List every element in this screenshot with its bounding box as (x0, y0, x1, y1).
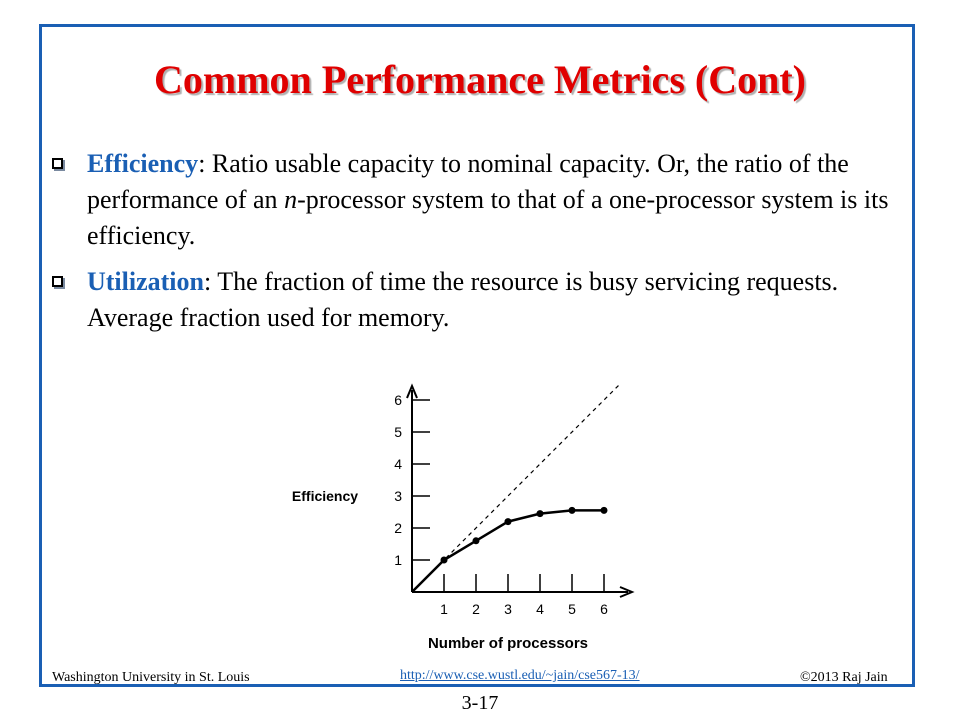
x-tick-label: 4 (536, 601, 544, 617)
checkbox-bullet-icon (52, 158, 63, 169)
x-axis-label: Number of processors (427, 635, 589, 652)
bullet-list (52, 146, 902, 346)
x-tick-label: 2 (472, 601, 480, 617)
efficiency-text-1: : Ratio usable capacity to nominal capacity. Or, the ratio of the performance of an (87, 149, 849, 214)
slide-title: Common Performance Metrics (Cont) (154, 57, 806, 102)
term-efficiency: Efficiency (87, 149, 199, 178)
term-utilization: Utilization (87, 267, 204, 296)
y-tick-label: 6 (394, 392, 402, 408)
data-point (473, 537, 480, 544)
efficiency-italic-n: n (284, 185, 298, 214)
bullet-efficiency (52, 146, 902, 254)
page-number: 3-17 (461, 692, 499, 714)
data-point (505, 518, 512, 525)
y-axis-label: Efficiency (291, 488, 359, 504)
bullet-utilization (52, 264, 902, 336)
x-tick-label: 3 (504, 601, 512, 617)
utilization-text: : The fraction of time the resource is busy servicing requests. Average fraction used for memory. (87, 267, 839, 332)
data-point (601, 507, 608, 514)
footer-link[interactable]: http://www.cse.wustl.edu/~jain/cse567-13/ (400, 668, 640, 683)
y-tick-label: 4 (394, 456, 402, 472)
footer-institution: Washington University in St. Louis (52, 670, 250, 685)
x-tick-label: 5 (568, 601, 576, 617)
y-tick-label: 3 (394, 488, 402, 504)
data-point (569, 507, 576, 514)
efficiency-chart (270, 360, 650, 660)
checkbox-bullet-icon (52, 276, 63, 287)
y-tick-label: 2 (394, 520, 402, 536)
y-tick-label: 5 (394, 424, 402, 440)
x-tick-label: 6 (600, 601, 608, 617)
footer-copyright: ©2013 Raj Jain (800, 670, 888, 685)
data-point (537, 510, 544, 517)
x-tick-label: 1 (440, 601, 448, 617)
y-tick-label: 1 (394, 552, 402, 568)
efficiency-text-2: -processor system to that of a one-processor system is its efficiency. (87, 185, 889, 250)
